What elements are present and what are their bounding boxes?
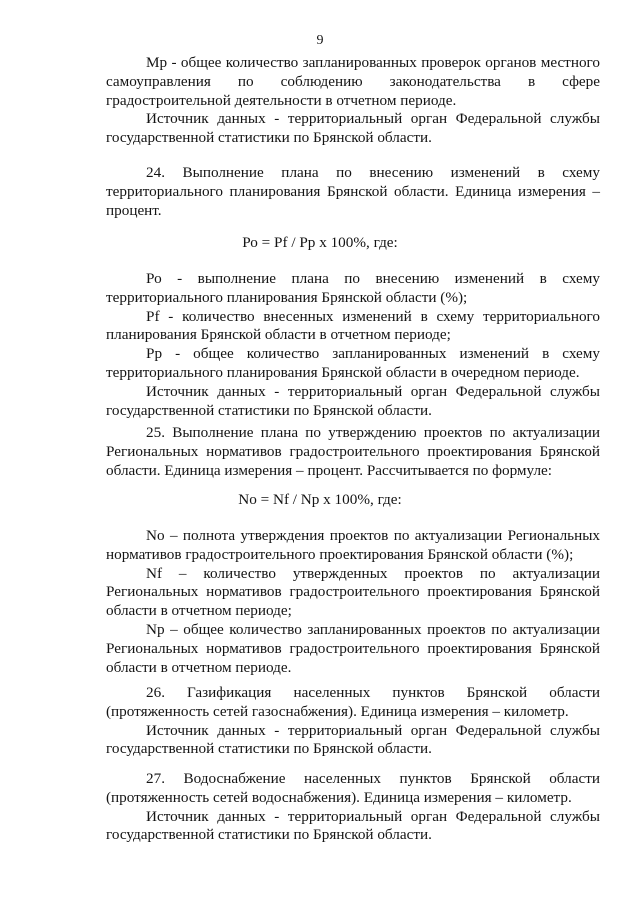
- section-25: [106, 424, 600, 480]
- paragraph-mp-definition: Мр - общее количество запланированных проверок органов местного самоуправления по соблюдению законодательства в сфере градостроительной деятельности в отчетном периоде.: [106, 54, 600, 109]
- section-25-heading: 25. Выполнение плана по утверждению проектов по актуализации Региональных нормативов градостроительного проектирования Брянской области. Единица измерения – процент. Рассчитывается по формуле:: [106, 424, 600, 479]
- section-26-heading: 26. Газификация населенных пунктов Брянской области (протяженность сетей газоснабжения). Единица измерения – километр.: [106, 684, 600, 720]
- section-24-definitions: [106, 270, 600, 420]
- definition-po: Ро - выполнение плана по внесению изменений в схему территориального планирования Брянской области (%);: [106, 270, 600, 306]
- page-number: 9: [316, 33, 324, 48]
- definition-nf: Nf – количество утвержденных проектов по актуализации Региональных нормативов градостроительного проектирования Брянской области в отчетном периоде;: [106, 564, 600, 620]
- definition-pf: Pf - количество внесенных изменений в схему территориального планирования Брянской области в отчетном периоде;: [106, 307, 600, 344]
- paragraph-source: Источник данных - территориальный орган Федеральной службы государственной статистики по Брянской области.: [106, 110, 600, 147]
- section-26: [106, 684, 600, 759]
- paragraph-source: Источник данных - территориальный орган Федеральной службы государственной статистики по Брянской области.: [106, 382, 600, 419]
- formula-po: Ро = Pf / Рр х 100%, где:: [242, 234, 398, 251]
- section-24: [106, 164, 600, 220]
- section-mp: [106, 54, 600, 148]
- definition-np: Np – общее количество запланированных проектов по актуализации Региональных нормативов градостроительного проектирования Брянской области в отчетном периоде.: [106, 620, 600, 676]
- section-27: [106, 770, 600, 845]
- section-25-definitions: [106, 527, 600, 677]
- definition-no: No – полнота утверждения проектов по актуализации Региональных нормативов градостроительного проектирования Брянской области (%);: [106, 527, 600, 563]
- section-27-heading: 27. Водоснабжение населенных пунктов Брянской области (протяженность сетей водоснабжения). Единица измерения – километр.: [106, 770, 600, 806]
- definition-pp: Рр - общее количество запланированных изменений в схему территориального планирования Брянской области в очередном периоде.: [106, 345, 600, 381]
- section-24-heading: 24. Выполнение плана по внесению изменений в схему территориального планирования Брянской области. Единица измерения – процент.: [106, 164, 600, 219]
- paragraph-source: Источник данных - территориальный орган Федеральной службы государственной статистики по Брянской области.: [106, 807, 600, 844]
- paragraph-source: Источник данных - территориальный орган Федеральной службы государственной статистики по Брянской области.: [106, 721, 600, 758]
- formula-no: No = Nf / Np x 100%, где:: [238, 491, 402, 508]
